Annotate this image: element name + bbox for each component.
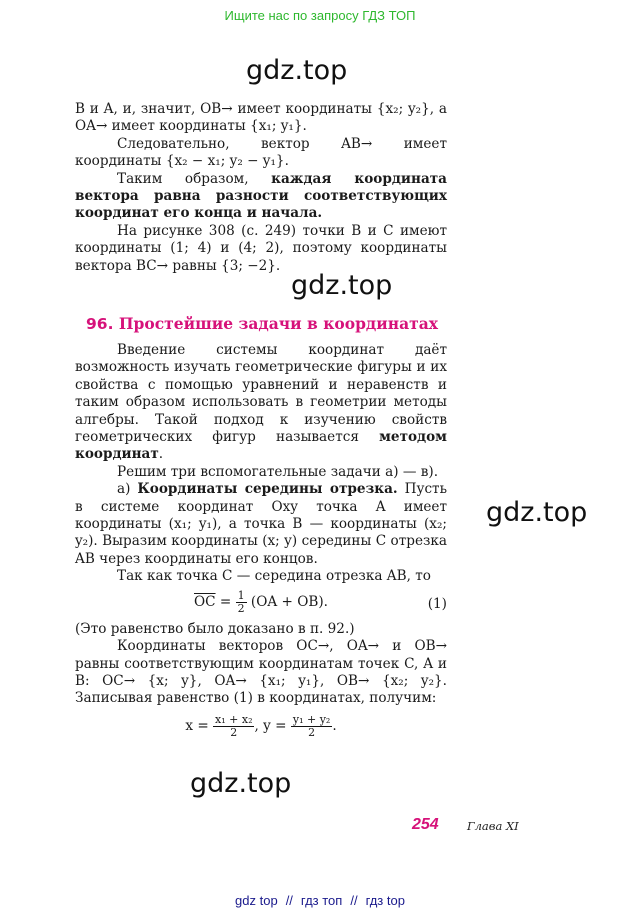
- paragraph: Так как точка C — середина отрезка AB, то: [117, 568, 431, 585]
- text-run: Таким образом,: [117, 170, 272, 187]
- watermark: gdz.top: [486, 497, 588, 528]
- equation-number: (1): [427, 595, 447, 612]
- separator: //: [285, 893, 293, 908]
- fraction-numerator: y₁ + y₂: [292, 712, 331, 726]
- text-run: Пусть в системе координат Oxy точка A имеет координаты (x₁; y₁), а точка B — координаты (x₂; y₂). Выразим координаты (x; y) середины C отрезка AB через координаты его концов.: [75, 481, 447, 567]
- paragraph: (Это равенство было доказано в п. 92.): [75, 620, 355, 637]
- bold-rule: каждая координата вектора равна разности соответствующих координат его конца и начала.: [75, 170, 447, 222]
- section-number: 96.: [86, 315, 114, 333]
- paragraph: [75, 342, 447, 464]
- paragraph: [75, 481, 447, 568]
- watermark: gdz.top: [291, 270, 393, 301]
- formula-2: [75, 714, 447, 739]
- watermark: gdz.top: [190, 768, 292, 799]
- text-run: а): [117, 481, 138, 498]
- paragraph: B и A, и, значит, OB→ имеет координаты {x₂; y₂}, а OA→ имеет координаты {x₁; y₁}.: [75, 101, 447, 135]
- formula-end: .: [332, 717, 337, 734]
- paragraph: Решим три вспомогательные задачи а) — в).: [117, 463, 439, 480]
- formula-1: [75, 590, 447, 615]
- formula-rhs: (OA + OB).: [250, 593, 328, 610]
- fraction-numerator: x₁ + x₂: [215, 712, 253, 726]
- formula-sep: ,: [254, 717, 264, 734]
- bold-term: методом координат: [75, 429, 447, 463]
- chapter-label: Глава XI: [467, 819, 519, 833]
- bold-subheading: Координаты середины отрезка.: [137, 481, 398, 498]
- fraction: [236, 590, 247, 615]
- paragraph: Следовательно, вектор AB→ имеет координаты {x₂ − x₁; y₂ − y₁}.: [75, 135, 447, 170]
- paragraph: На рисунке 308 (с. 249) точки B и C имеют координаты (1; 4) и (4; 2), поэтому координаты вектора BC→ равны {3; −2}.: [75, 222, 447, 274]
- fraction: [213, 714, 254, 739]
- section-title: Простейшие задачи в координатах: [118, 314, 439, 333]
- text-block-top: [75, 101, 447, 275]
- text-run: .: [158, 446, 164, 463]
- bottom-link[interactable]: гдз топ: [300, 893, 343, 908]
- formula-x-lhs: x =: [185, 717, 214, 734]
- formula-eq: =: [215, 593, 236, 610]
- text-block-main: [75, 342, 447, 745]
- fraction-denominator: 2: [308, 725, 316, 739]
- paragraph: Координаты векторов OC→, OA→ и OB→ равны соответствующим координатам точек C, A и B: OC→ {x; y}, OA→ {x₁; y₁}, OB→ {x₂; y₂}. Записывая равенство (1) в координатах, получим:: [75, 638, 447, 707]
- separator: //: [350, 893, 358, 908]
- fraction-numerator: 1: [237, 588, 245, 602]
- header-link[interactable]: Ищите нас по запросу ГДЗ ТОП: [224, 8, 416, 23]
- fraction: [291, 714, 332, 739]
- bottom-link[interactable]: gdz top: [235, 893, 278, 908]
- formula-y-lhs: y =: [263, 717, 291, 734]
- page-number: 254: [412, 816, 439, 833]
- watermark: gdz.top: [246, 55, 348, 86]
- section-heading: [86, 314, 438, 333]
- bottom-link[interactable]: гдз top: [365, 893, 405, 908]
- paragraph: [75, 171, 447, 223]
- fraction-denominator: 2: [230, 725, 238, 739]
- text-run: Введение системы координат даёт возможность изучать геометрические фигуры и их свойства с помощью уравнений и неравенств и таким образом использовать в геометрии методы алгебры. Такой подход к изучению свойств геометрических фигур называется: [75, 342, 447, 446]
- fraction-denominator: 2: [237, 601, 245, 615]
- formula-lhs: $\overline{OC}$: [194, 593, 216, 610]
- bottom-links: [0, 893, 640, 908]
